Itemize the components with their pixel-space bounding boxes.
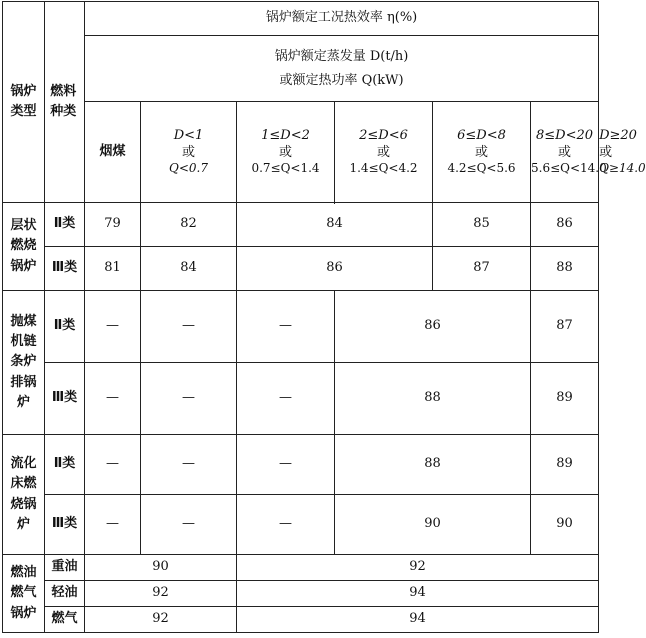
value-cell: 90 [531,495,599,555]
group-fluidized: 流化床燃烧锅炉 [3,435,45,555]
value-cell: — [237,435,335,495]
boiler-efficiency-table: 锅炉类型 燃料种类 锅炉额定工况热效率 η(%) 锅炉额定蒸发量 D(t/h) 或额定热功率 Q(kW) 烟煤 D<1 或 Q<0.7 1≤D<2 或 0.7≤Q<1.4 2≤D<6 或 1.4≤Q<4.2 6≤D<8 或 4.2≤Q<5.6 8≤D<20 或 5.6≤Q<14.0 D≥20 或 Q≥14.0 层状燃烧锅炉 Ⅱ类 79 82 84 85 86 Ⅲ类 81 84 86 87 88 抛煤机链条炉排锅炉 Ⅱ类 — — — 86 87 Ⅲ类 — — — 88 89 流化床燃烧锅炉 Ⅱ类 — — — 88 89 Ⅲ类 — — — 90 90 燃油燃气锅炉 重油 90 92 轻油 92 94 燃气 92 94 [2,1,599,633]
fuel-heavy-oil: 重油 [45,555,85,581]
efficiency-title: 锅炉额定工况热效率 η(%) [85,2,599,36]
range-cell: D<1 或 Q<0.7 [141,102,237,203]
fuel-class2: Ⅱ类 [45,203,85,247]
value-cell: — [85,435,141,495]
value-cell: 92 [237,555,599,581]
value-cell: 90 [85,555,237,581]
range-cell: 1≤D<2 或 0.7≤Q<1.4 [237,102,335,203]
value-cell: — [141,363,237,435]
value-cell: — [85,495,141,555]
value-cell: 88 [531,247,599,291]
value-cell: — [237,291,335,363]
group-oil-gas: 燃油燃气锅炉 [3,555,45,633]
group-layered: 层状燃烧锅炉 [3,203,45,291]
value-cell: — [237,363,335,435]
fuel-class3: Ⅲ类 [45,363,85,435]
range-cell: 8≤D<20 或 5.6≤Q<14.0 [531,102,599,203]
value-cell: 86 [237,247,433,291]
range-cell: 2≤D<6 或 1.4≤Q<4.2 [335,102,433,203]
value-cell: 94 [237,581,599,607]
value-cell: 88 [335,363,531,435]
value-cell: 88 [335,435,531,495]
value-cell: — [141,291,237,363]
value-cell: 92 [85,581,237,607]
value-cell: — [85,291,141,363]
value-cell: 86 [531,203,599,247]
value-cell: 79 [85,203,141,247]
value-cell: 87 [531,291,599,363]
value-cell: 86 [335,291,531,363]
value-cell: — [237,495,335,555]
fuel-class3: Ⅲ类 [45,247,85,291]
fuel-class2: Ⅱ类 [45,435,85,495]
fuel-light-oil: 轻油 [45,581,85,607]
value-cell: 82 [141,203,237,247]
fuel-class3: Ⅲ类 [45,495,85,555]
fuel-class2: Ⅱ类 [45,291,85,363]
range-cell: 6≤D<8 或 4.2≤Q<5.6 [433,102,531,203]
value-cell: 94 [237,607,599,633]
value-cell: — [85,363,141,435]
capacity-header [85,36,599,102]
value-cell: 84 [141,247,237,291]
value-cell: 92 [85,607,237,633]
capacity-line1: 锅炉额定蒸发量 D(t/h) [274,49,409,65]
value-cell: 89 [531,363,599,435]
value-cell: 90 [335,495,531,555]
value-cell: 85 [433,203,531,247]
value-cell: 81 [85,247,141,291]
value-cell: 87 [433,247,531,291]
value-cell: 89 [531,435,599,495]
value-cell: — [141,435,237,495]
fuel-gas: 燃气 [45,607,85,633]
value-cell: 84 [237,203,433,247]
coal-header: 烟煤 [85,102,141,203]
group-spreader: 抛煤机链条炉排锅炉 [3,291,45,435]
value-cell: — [141,495,237,555]
boiler-type-header: 锅炉类型 [3,2,45,203]
fuel-type-header: 燃料种类 [45,2,85,203]
capacity-line2: 或额定热功率 Q(kW) [279,72,404,88]
